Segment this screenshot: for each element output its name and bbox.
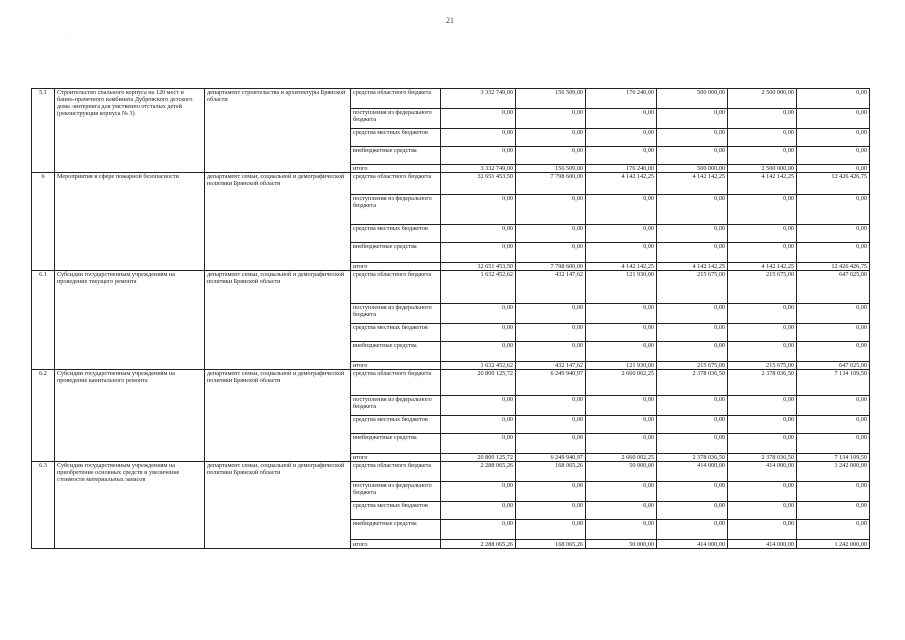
amount-cell: 2 378 036,50 [728,370,797,396]
amount-cell: 0,00 [657,416,728,434]
amount-cell: 0,00 [441,502,516,520]
amount-cell: 12 426 426,75 [797,173,870,195]
amount-cell: 0,00 [728,520,797,540]
table-row [32,370,870,396]
item-number: 6.3 [32,462,55,549]
amount-cell: 0,00 [728,434,797,454]
amount-cell: 0,00 [586,434,657,454]
item-number: 6.2 [32,370,55,462]
amount-cell: 4 142 142,25 [586,173,657,195]
amount-cell: 0,00 [516,396,586,416]
amount-cell: 0,00 [728,129,797,147]
measure-name: Субсидии государственным учреждениям на проведение текущего ремонта [55,271,205,370]
amount-cell: 176 240,00 [586,89,657,109]
amount-cell: 50 000,00 [586,462,657,482]
amount-cell: 0,00 [728,502,797,520]
amount-cell: 0,00 [516,195,586,225]
amount-cell: 0,00 [657,147,728,165]
amount-cell: 2 288 065,26 [441,462,516,482]
measure-name: Субсидии государственным учреждениям на приобретение основных средств и увеличение стоимости материальных запасов [55,462,205,549]
amount-cell: 0,00 [728,324,797,342]
funding-source: внебюджетные средства [351,243,441,263]
amount-cell: 0,00 [797,89,870,109]
funding-source: поступления из федерального бюджета [351,396,441,416]
amount-cell: 1 242 000,00 [797,462,870,482]
amount-cell: 0,00 [797,304,870,324]
amount-cell: 0,00 [728,416,797,434]
amount-cell: 0,00 [728,109,797,129]
amount-cell: 0,00 [797,482,870,502]
scan-speck: ` [66,36,68,41]
funding-source: средства областного бюджета [351,271,441,304]
amount-cell: 2 660 002,25 [586,370,657,396]
amount-cell: 0,00 [797,243,870,263]
table-row [32,462,870,482]
amount-cell: 0,00 [441,147,516,165]
amount-cell: 0,00 [657,195,728,225]
amount-cell: 0,00 [728,147,797,165]
amount-cell: 6 249 940,97 [516,454,586,462]
amount-cell: 0,00 [728,195,797,225]
amount-cell: 0,00 [657,304,728,324]
amount-cell: 12 426 426,75 [797,263,870,271]
amount-cell: 32 651 453,50 [441,173,516,195]
funding-source: внебюджетные средства [351,434,441,454]
amount-cell: 414 000,00 [657,540,728,549]
funding-source: средства местных бюджетов [351,129,441,147]
amount-cell: 4 142 142,25 [728,173,797,195]
executor: департамент строительства и архитектуры Брянской области [205,89,351,173]
budget-table [31,88,870,549]
amount-cell: 0,00 [728,482,797,502]
item-number: 6 [32,173,55,271]
amount-cell: 0,00 [586,520,657,540]
funding-source: итого [351,263,441,271]
amount-cell: 500 000,00 [657,165,728,173]
amount-cell: 0,00 [586,195,657,225]
amount-cell: 0,00 [657,129,728,147]
amount-cell: 20 800 125,72 [441,454,516,462]
amount-cell: 0,00 [797,129,870,147]
amount-cell: 7 134 109,50 [797,454,870,462]
amount-cell: 0,00 [441,416,516,434]
amount-cell: 0,00 [657,109,728,129]
amount-cell: 0,00 [797,520,870,540]
funding-source: поступления из федерального бюджета [351,195,441,225]
measure-name: Субсидии государственным учреждениям на проведение капитального ремонта [55,370,205,462]
amount-cell: 3 332 749,00 [441,89,516,109]
amount-cell: 0,00 [657,243,728,263]
amount-cell: 50 000,00 [586,540,657,549]
funding-source: средства областного бюджета [351,173,441,195]
funding-source: средства местных бюджетов [351,416,441,434]
amount-cell: 0,00 [516,304,586,324]
amount-cell: 0,00 [516,147,586,165]
amount-cell: 0,00 [797,324,870,342]
amount-cell: 414 000,00 [728,540,797,549]
amount-cell: 0,00 [797,195,870,225]
amount-cell: 4 142 142,25 [586,263,657,271]
executor: департамент семьи, социальной и демографической политики Брянской области [205,173,351,271]
funding-source: внебюджетные средства [351,520,441,540]
amount-cell: 0,00 [657,502,728,520]
amount-cell: 0,00 [441,129,516,147]
amount-cell: 0,00 [441,243,516,263]
amount-cell: 0,00 [586,482,657,502]
amount-cell: 0,00 [441,109,516,129]
amount-cell: 0,00 [657,396,728,416]
amount-cell: 432 147,62 [516,271,586,304]
amount-cell: 0,00 [586,396,657,416]
amount-cell: 0,00 [797,396,870,416]
amount-cell: 4 142 142,25 [728,263,797,271]
amount-cell: 0,00 [441,304,516,324]
amount-cell: 0,00 [516,243,586,263]
measure-name: Мероприятия в сфере пожарной безопасности [55,173,205,271]
amount-cell: 0,00 [657,520,728,540]
amount-cell: 0,00 [728,225,797,243]
amount-cell: 0,00 [797,109,870,129]
amount-cell: 0,00 [441,434,516,454]
funding-source: итого [351,454,441,462]
amount-cell: 7 798 600,00 [516,173,586,195]
funding-source: средства местных бюджетов [351,324,441,342]
funding-source: средства областного бюджета [351,89,441,109]
amount-cell: 7 798 600,00 [516,263,586,271]
amount-cell: 3 332 749,00 [441,165,516,173]
amount-cell: 2 288 065,26 [441,540,516,549]
amount-cell: 0,00 [797,225,870,243]
amount-cell: 2 378 036,50 [728,454,797,462]
amount-cell: 7 134 109,50 [797,370,870,396]
funding-source: внебюджетные средства [351,147,441,165]
amount-cell: 0,00 [586,147,657,165]
amount-cell: 0,00 [516,416,586,434]
executor: департамент семьи, социальной и демографической политики Брянской области [205,462,351,549]
amount-cell: 1 242 000,00 [797,540,870,549]
executor: департамент семьи, социальной и демографической политики Брянской области [205,370,351,462]
amount-cell: 168 065,26 [516,462,586,482]
amount-cell: 0,00 [516,109,586,129]
amount-cell: 0,00 [797,147,870,165]
amount-cell: 2 500 000,00 [728,165,797,173]
amount-cell: 168 065,26 [516,540,586,549]
amount-cell: 2 378 036,50 [657,370,728,396]
measure-name: Строительство спального корпуса на 120 мест и банно-прачечного комбината Дубровского детского дома -интерната для умственно отсталых детей (реконструкция корпуса № 3) [55,89,205,173]
table-row [32,89,870,109]
table-row [32,173,870,195]
amount-cell: 0,00 [441,482,516,502]
amount-cell: 414 000,00 [657,462,728,482]
amount-cell: 0,00 [441,195,516,225]
amount-cell: 20 800 125,72 [441,370,516,396]
amount-cell: 0,00 [516,434,586,454]
amount-cell: 432 147,62 [516,362,586,370]
amount-cell: 414 000,00 [728,462,797,482]
amount-cell: 0,00 [441,342,516,362]
amount-cell: 0,00 [657,324,728,342]
amount-cell: 647 025,00 [797,362,870,370]
amount-cell: 0,00 [441,225,516,243]
executor: департамент семьи, социальной и демографической политики Брянской области [205,271,351,370]
amount-cell: 0,00 [728,396,797,416]
amount-cell: 176 240,00 [586,165,657,173]
amount-cell: 0,00 [586,304,657,324]
amount-cell: 1 632 452,62 [441,271,516,304]
amount-cell: 0,00 [516,342,586,362]
amount-cell: 4 142 142,25 [657,173,728,195]
amount-cell: 0,00 [516,482,586,502]
funding-source: итого [351,165,441,173]
amount-cell: 0,00 [586,342,657,362]
amount-cell: 0,00 [586,416,657,434]
amount-cell: 0,00 [441,396,516,416]
table-row [32,271,870,304]
amount-cell: 0,00 [657,434,728,454]
amount-cell: 1 632 452,62 [441,362,516,370]
amount-cell: 0,00 [797,342,870,362]
amount-cell: 0,00 [516,324,586,342]
amount-cell: 0,00 [657,225,728,243]
funding-source: средства областного бюджета [351,462,441,482]
amount-cell: 0,00 [586,243,657,263]
amount-cell: 0,00 [441,324,516,342]
amount-cell: 0,00 [657,482,728,502]
funding-source: средства местных бюджетов [351,225,441,243]
amount-cell: 32 651 453,50 [441,263,516,271]
amount-cell: 0,00 [797,416,870,434]
amount-cell: 0,00 [516,502,586,520]
amount-cell: 0,00 [797,502,870,520]
amount-cell: 647 025,00 [797,271,870,304]
amount-cell: 215 675,00 [728,271,797,304]
amount-cell: 121 930,00 [586,362,657,370]
funding-source: итого [351,362,441,370]
amount-cell: 0,00 [728,243,797,263]
funding-source: поступления из федерального бюджета [351,304,441,324]
funding-source: поступления из федерального бюджета [351,109,441,129]
amount-cell: 0,00 [586,502,657,520]
amount-cell: 0,00 [516,225,586,243]
amount-cell: 2 500 000,00 [728,89,797,109]
amount-cell: 0,00 [586,109,657,129]
amount-cell: 0,00 [728,342,797,362]
amount-cell: 215 675,00 [657,362,728,370]
item-number: 6.1 [32,271,55,370]
amount-cell: 0,00 [657,342,728,362]
page-number: 21 [446,16,454,25]
item-number: 5.1 [32,89,55,173]
amount-cell: 0,00 [586,324,657,342]
amount-cell: 0,00 [516,129,586,147]
amount-cell: 0,00 [797,165,870,173]
funding-source: средства местных бюджетов [351,502,441,520]
funding-source: итого [351,540,441,549]
amount-cell: 121 930,00 [586,271,657,304]
amount-cell: 0,00 [728,304,797,324]
amount-cell: 0,00 [586,225,657,243]
amount-cell: 215 675,00 [728,362,797,370]
amount-cell: 4 142 142,25 [657,263,728,271]
amount-cell: 215 675,00 [657,271,728,304]
funding-source: поступления из федерального бюджета [351,482,441,502]
amount-cell: 156 509,00 [516,165,586,173]
amount-cell: 0,00 [586,129,657,147]
amount-cell: 156 509,00 [516,89,586,109]
amount-cell: 0,00 [797,434,870,454]
funding-source: средства областного бюджета [351,370,441,396]
amount-cell: 0,00 [516,520,586,540]
funding-source: внебюджетные средства [351,342,441,362]
amount-cell: 6 249 940,97 [516,370,586,396]
amount-cell: 2 660 002,25 [586,454,657,462]
amount-cell: 500 000,00 [657,89,728,109]
amount-cell: 2 378 036,50 [657,454,728,462]
amount-cell: 0,00 [441,520,516,540]
